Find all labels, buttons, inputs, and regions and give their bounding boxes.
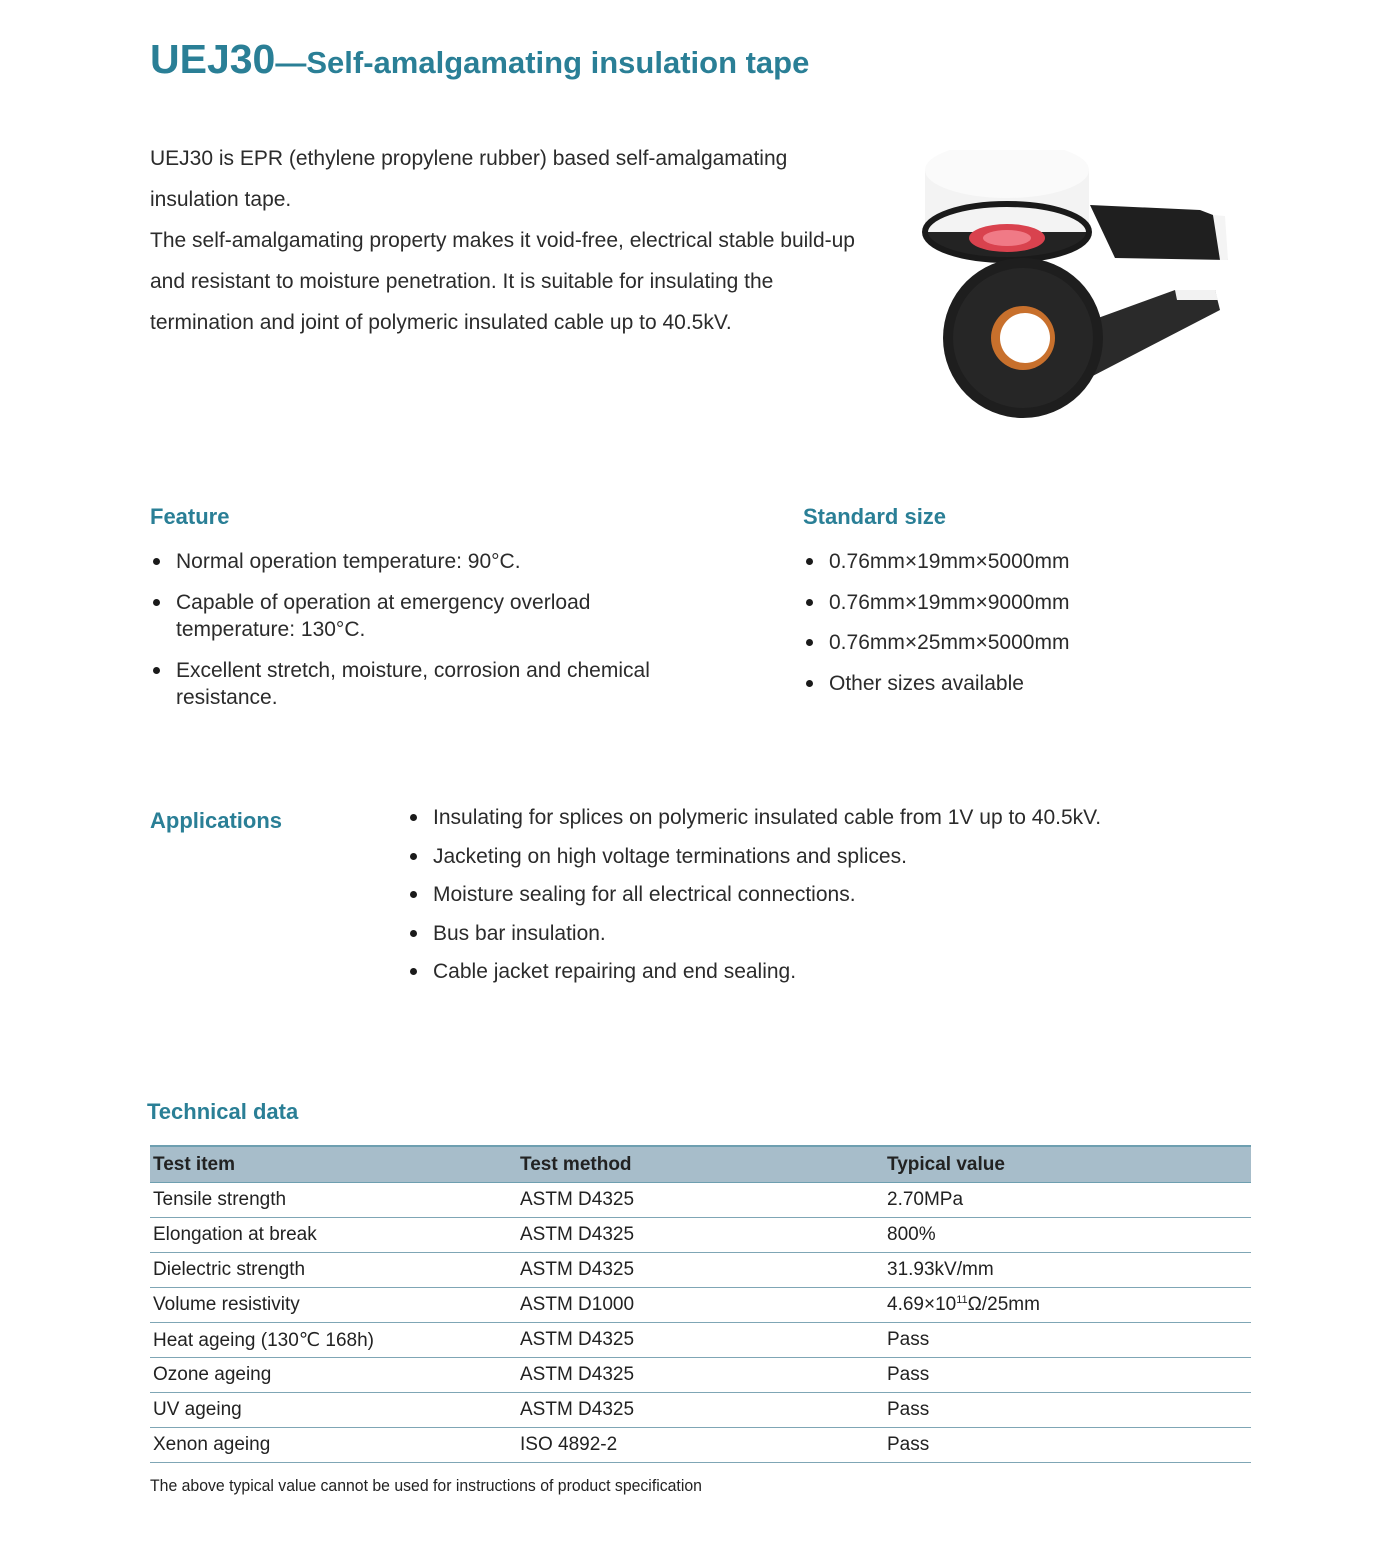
feature-heading: Feature	[150, 504, 230, 529]
application-item: Jacketing on high voltage terminations and splices.	[407, 843, 1287, 870]
typical-value-cell: Pass	[884, 1358, 1251, 1393]
test-method-cell: ASTM D4325	[517, 1393, 884, 1428]
feature-item: Excellent stretch, moisture, corrosion and chemical resistance.	[150, 657, 670, 711]
technical-data-table	[150, 1145, 1251, 1463]
column-header-typical-value: Typical value	[884, 1146, 1251, 1183]
value-base: 4.69×10	[887, 1294, 957, 1315]
typical-value-cell: 800%	[884, 1218, 1251, 1253]
table-header-row	[150, 1146, 1251, 1183]
page-title	[150, 36, 809, 83]
size-item: 0.76mm×19mm×5000mm	[803, 548, 1243, 575]
size-item: Other sizes available	[803, 670, 1243, 697]
table-row	[150, 1183, 1251, 1218]
test-method-cell: ISO 4892-2	[517, 1428, 884, 1463]
feature-item: Normal operation temperature: 90°C.	[150, 548, 670, 575]
product-code: UEJ30	[150, 36, 276, 82]
applications-list	[407, 804, 1287, 997]
test-method-cell: ASTM D4325	[517, 1358, 884, 1393]
test-item-cell: Elongation at break	[150, 1218, 517, 1253]
intro-paragraph-2: The self-amalgamating property makes it void-free, electrical stable build-up and resistant to moisture penetration. It is suitable for insulating the termination and joint of polymeric insulated cable up to 40.5kV.	[150, 229, 855, 334]
table-row	[150, 1323, 1251, 1358]
table-row	[150, 1428, 1251, 1463]
applications-heading: Applications	[150, 808, 283, 833]
typical-value-cell: 2.70MPa	[884, 1183, 1251, 1218]
typical-value-cell: 31.93kV/mm	[884, 1253, 1251, 1288]
test-item-cell: UV ageing	[150, 1393, 517, 1428]
table-row	[150, 1288, 1251, 1323]
feature-list	[150, 548, 670, 725]
test-item-cell: Ozone ageing	[150, 1358, 517, 1393]
typical-value-cell	[884, 1288, 1251, 1323]
test-method-cell: ASTM D4325	[517, 1218, 884, 1253]
size-item: 0.76mm×19mm×9000mm	[803, 589, 1243, 616]
product-subtitle: —Self-amalgamating insulation tape	[275, 45, 810, 80]
application-item: Bus bar insulation.	[407, 920, 1287, 947]
table-row	[150, 1393, 1251, 1428]
typical-value-cell: Pass	[884, 1393, 1251, 1428]
table-row	[150, 1253, 1251, 1288]
test-method-cell: ASTM D4325	[517, 1183, 884, 1218]
table-row	[150, 1218, 1251, 1253]
test-item-cell: Tensile strength	[150, 1183, 517, 1218]
product-tape-image	[915, 150, 1235, 420]
test-method-cell: ASTM D1000	[517, 1288, 884, 1323]
application-item: Moisture sealing for all electrical connections.	[407, 881, 1287, 908]
typical-value-cell: Pass	[884, 1428, 1251, 1463]
test-method-cell: ASTM D4325	[517, 1323, 884, 1358]
standard-size-list	[803, 548, 1243, 710]
test-item-cell: Xenon ageing	[150, 1428, 517, 1463]
value-exponent: 11	[956, 1294, 968, 1306]
typical-value-cell: Pass	[884, 1323, 1251, 1358]
test-method-cell: ASTM D4325	[517, 1253, 884, 1288]
value-unit: Ω/25mm	[967, 1294, 1040, 1315]
table-row	[150, 1358, 1251, 1393]
application-item: Insulating for splices on polymeric insulated cable from 1V up to 40.5kV.	[407, 804, 1287, 831]
intro-paragraph-1: UEJ30 is EPR (ethylene propylene rubber) based self-amalgamating insulation tape.	[150, 147, 788, 211]
size-item: 0.76mm×25mm×5000mm	[803, 629, 1243, 656]
application-item: Cable jacket repairing and end sealing.	[407, 958, 1287, 985]
disclaimer-note: The above typical value cannot be used for instructions of product specification	[150, 1476, 702, 1495]
test-item-cell: Dielectric strength	[150, 1253, 517, 1288]
feature-item: Capable of operation at emergency overload temperature: 130°C.	[150, 589, 670, 643]
column-header-test-method: Test method	[517, 1146, 884, 1183]
test-item-cell: Heat ageing (130℃ 168h)	[150, 1323, 517, 1358]
standard-size-heading: Standard size	[803, 504, 947, 529]
test-item-cell: Volume resistivity	[150, 1288, 517, 1323]
technical-data-heading: Technical data	[147, 1099, 299, 1124]
intro-text	[150, 138, 870, 343]
column-header-test-item: Test item	[150, 1146, 517, 1183]
